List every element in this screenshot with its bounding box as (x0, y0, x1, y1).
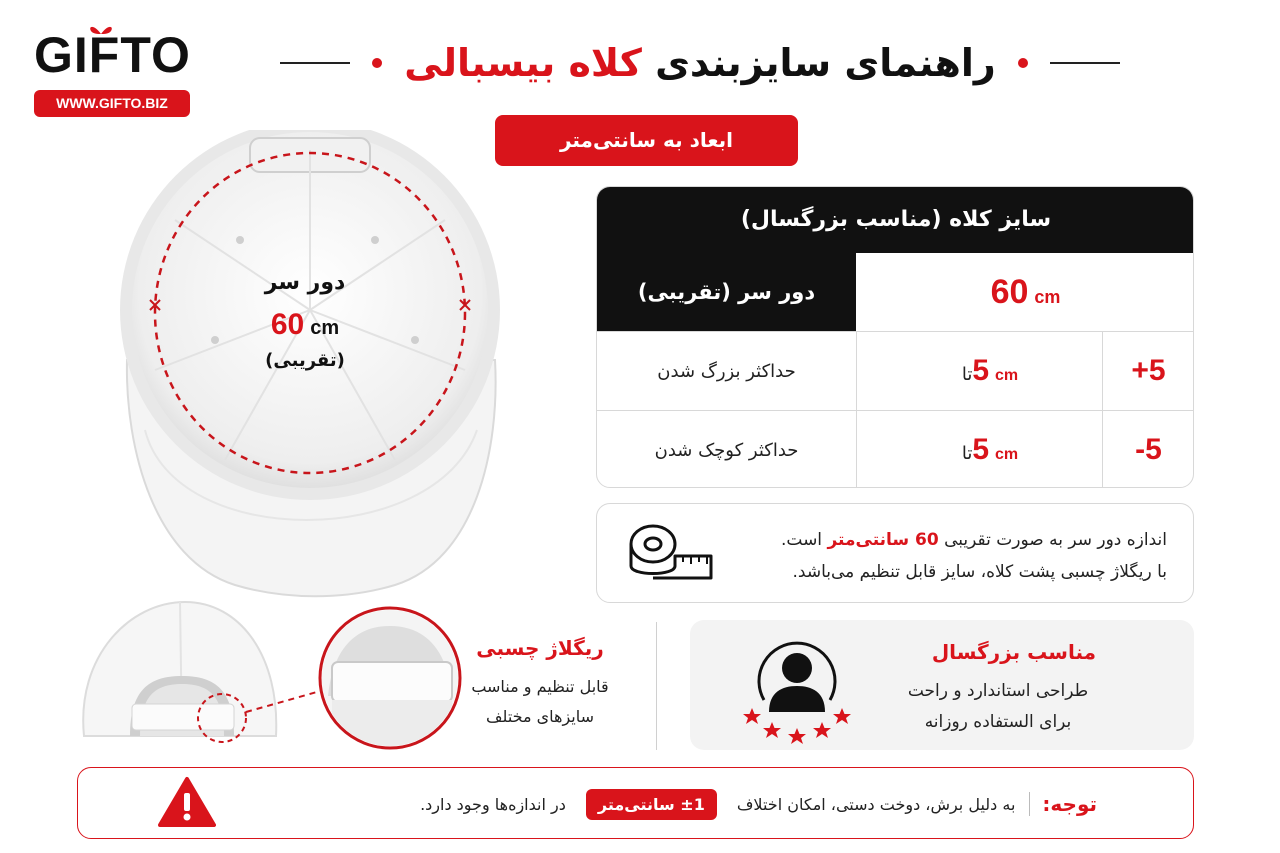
size-table-header: سایز کلاه (مناسب بزرگسال) (597, 187, 1194, 253)
row-unit: cm (995, 367, 1019, 384)
adult-fit-card (690, 620, 1194, 750)
velcro-line-2: سایزهای مختلف (485, 707, 595, 726)
head-circumference-number: 60 (270, 308, 305, 341)
section-divider (656, 622, 657, 750)
warning-icon (158, 776, 216, 828)
row-value: 5 (972, 354, 990, 387)
note-row (420, 768, 1097, 840)
adult-line-1: طراحی استاندارد و راحت (907, 681, 1089, 701)
row-sign: -5 (1135, 433, 1162, 466)
title-prefix: راهنمای سایزبندی (655, 41, 996, 85)
row-ta: تا (961, 443, 973, 464)
note-label: توجه: (1042, 792, 1097, 816)
info-box (596, 503, 1194, 603)
head-circ-unit: cm (1034, 286, 1061, 307)
brand-logo: GIFTO (34, 27, 191, 83)
row-ta: تا (961, 364, 973, 385)
title-accent: کلاه بیسبالی (404, 41, 642, 85)
brand-url: WWW.GIFTO.BIZ (34, 90, 190, 117)
title-dot-right (1018, 58, 1028, 68)
size-table-row (597, 410, 1194, 488)
cap-back-illustration (70, 596, 470, 756)
note-text-a: به دلیل برش، دوخت دستی، امکان اختلاف (736, 794, 1016, 814)
row-amount-cell (856, 411, 1102, 488)
info-line-1-a: اندازه دور سر به صورت تقریبی (944, 530, 1167, 550)
adult-desc (888, 676, 1108, 738)
note-text-b: در اندازه‌ها وجود دارد. (420, 794, 566, 814)
row-label-cell: حداکثر کوچک شدن (654, 439, 799, 461)
row-sign-cell (1102, 332, 1194, 410)
row-sign-cell (1102, 411, 1194, 488)
adult-line-2: برای الستفاده روزانه (924, 712, 1072, 732)
velcro-line-1: قابل تنظیم و مناسب (471, 677, 609, 696)
row-value: 5 (972, 433, 990, 466)
page-title (404, 41, 995, 85)
row-label-cell: حداکثر بزرگ شدن (657, 360, 796, 382)
note-box (77, 767, 1194, 839)
velcro-desc (455, 672, 625, 732)
note-badge: ±1 سانتی‌متر (586, 789, 717, 820)
tape-measure-icon (627, 522, 717, 584)
star-icon (743, 708, 851, 744)
title-divider-right (1050, 62, 1120, 64)
row-amount-cell (856, 332, 1102, 410)
row-sign: +5 (1131, 354, 1166, 387)
info-line-2: با ریگلاژ چسبی پشت کلاه، سایز قابل تنظیم می‌باشد. (792, 562, 1167, 582)
info-line-1 (727, 524, 1167, 556)
head-circ-value-cell (856, 253, 1194, 331)
head-circumference-unit: cm (310, 317, 340, 339)
title-divider-left (280, 62, 350, 64)
person-icon (742, 630, 852, 748)
size-table (596, 186, 1194, 488)
info-line-1-value: 60 سانتی‌متر (827, 530, 939, 550)
row-unit: cm (995, 446, 1019, 463)
head-circumference-value (230, 308, 380, 342)
velcro-title: ریگلاژ چسبی (476, 636, 604, 660)
head-circ-label-cell: دور سر (تقریبی) (597, 253, 856, 331)
page-title-row (210, 28, 1190, 98)
head-circumference-note: (تقریبی) (265, 350, 345, 371)
title-dot-left (372, 58, 382, 68)
head-circumference-label: دور سر (264, 270, 346, 295)
size-table-row-head (597, 253, 1194, 331)
head-circ-value: 60 (990, 272, 1029, 311)
note-separator (1029, 792, 1030, 816)
info-text (727, 524, 1167, 588)
size-table-row (597, 331, 1194, 410)
info-line-1-b: است. (780, 530, 823, 550)
adult-title: مناسب بزرگسال (931, 640, 1096, 664)
units-badge: ابعاد به سانتی‌متر (495, 115, 798, 166)
